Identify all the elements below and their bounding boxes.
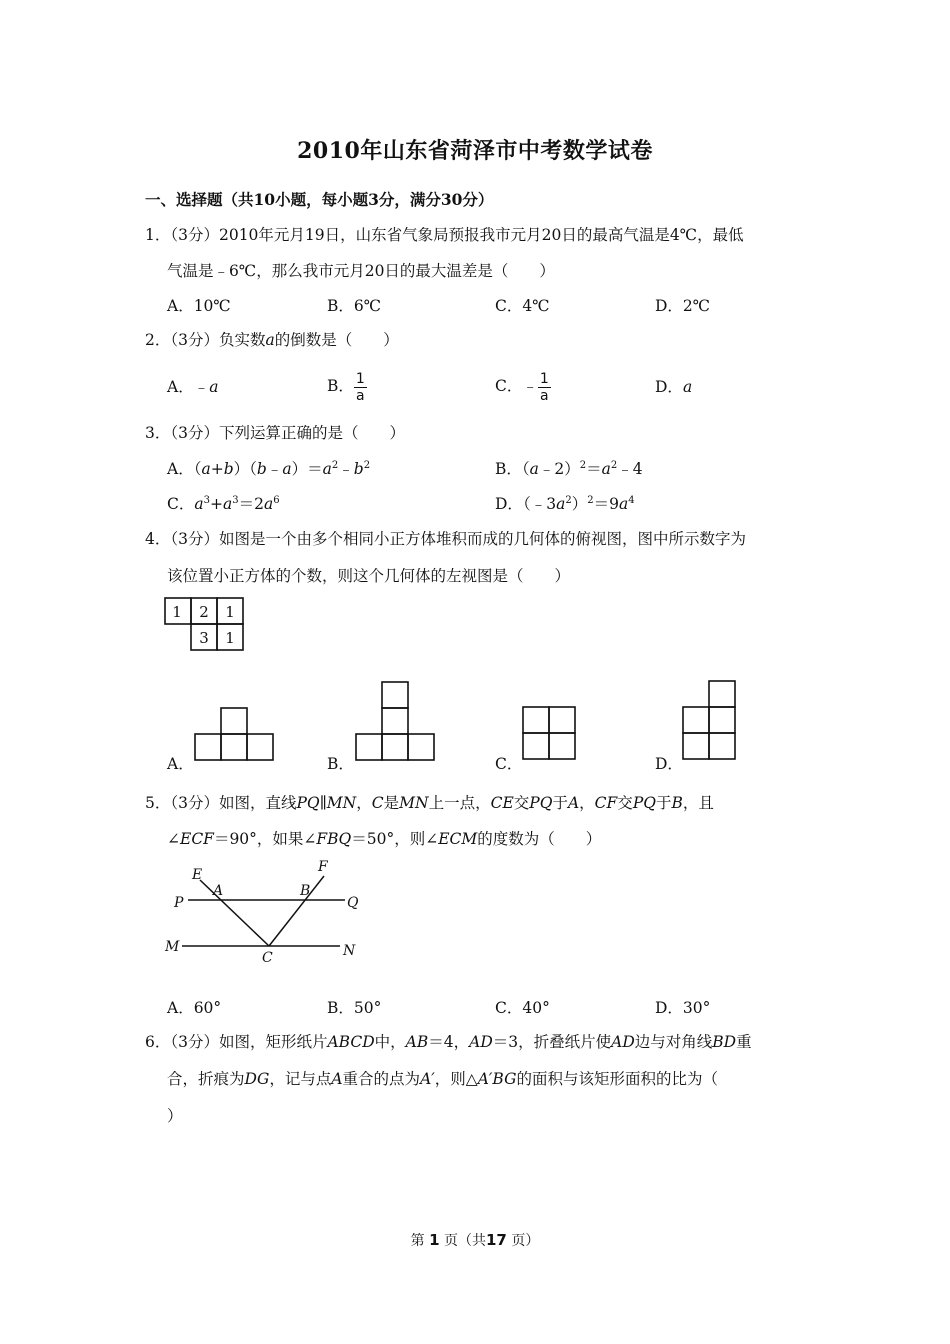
q1-option-a: A．10℃ — [167, 297, 231, 315]
q2-option-d: D．a — [655, 378, 693, 396]
page-footer: 第 1 页（共17 页） — [410, 1231, 540, 1249]
page-title: 2010年山东省菏泽市中考数学试卷 — [297, 138, 653, 164]
q5-option-c: C．40° — [495, 999, 550, 1017]
point-label: E — [192, 867, 203, 883]
line-ce — [200, 880, 269, 946]
top-view-grid — [164, 597, 246, 653]
q4-option-d-figure — [683, 681, 739, 763]
point-label: Q — [347, 895, 359, 911]
q6-line3: ） — [167, 1107, 183, 1125]
grid-number: 1 — [225, 629, 235, 647]
q5-line2: ∠ECF＝90°，如果∠FBQ＝50°，则∠ECM的度数为（ ） — [167, 830, 602, 848]
q4-line2: 该位置小正方体的个数，则这个几何体的左视图是（ ） — [167, 567, 571, 585]
q4-option-a-figure — [195, 707, 275, 763]
fraction-one-over-a: $\frac{1}{a}$ — [355, 370, 365, 404]
q4-option-b: B． — [327, 755, 354, 773]
point-label: N — [343, 943, 356, 959]
point-label: B — [300, 883, 311, 899]
q3-option-c: C．$a^3+a^3=2a^6$ — [167, 495, 280, 513]
q3-option-d: D．$(﹣3a^2)^2=9a^4$ — [495, 495, 635, 513]
q4-option-c: C． — [495, 755, 523, 773]
section-heading: 一、选择题（共10小题，每小题3分，满分30分） — [145, 190, 494, 209]
q5-option-b: B．50° — [327, 999, 382, 1017]
q6-line1: 6．（3分）如图，矩形纸片ABCD中，AB＝4，AD＝3，折叠纸片使AD边与对角线BD重 — [145, 1033, 752, 1051]
q4-option-a: A． — [167, 755, 194, 773]
point-label: A — [213, 883, 224, 899]
q5-line1: 5．（3分）如图，直线PQ∥MN，C是MN上一点，CE交PQ于A，CF交PQ于B，且 — [145, 794, 714, 812]
parallel-lines-figure — [160, 858, 370, 968]
q2-option-c: C．﹣ $\frac{1}{a}$ — [495, 370, 549, 404]
q1-option-b: B．6℃ — [327, 297, 382, 315]
q1-option-c: C．4℃ — [495, 297, 550, 315]
fraction-one-over-a: $\frac{1}{a}$ — [539, 370, 549, 404]
q5-option-d: D．30° — [655, 999, 711, 1017]
grid-number: 3 — [199, 629, 209, 647]
q2-stem: 2．（3分）负实数a的倒数是（ ） — [145, 331, 399, 349]
q3-stem: 3．（3分）下列运算正确的是（ ） — [145, 424, 405, 442]
q4-option-c-figure — [523, 707, 579, 763]
point-label: C — [262, 950, 273, 966]
q1-line2: 气温是﹣6℃，那么我市元月20日的最大温差是（ ） — [167, 262, 555, 280]
q4-line1: 4．（3分）如图是一个由多个相同小正方体堆积而成的几何体的俯视图，图中所示数字为 — [145, 530, 746, 548]
q4-option-d: D． — [655, 755, 683, 773]
q3-option-a: A．$(a+b)(b﹣a)=a^2﹣b^2$ — [167, 460, 371, 478]
q1-option-d: D．2℃ — [655, 297, 711, 315]
point-label: M — [165, 939, 180, 955]
q2-option-a: A．﹣a — [167, 378, 219, 396]
q1-line1: 1．（3分）2010年元月19日，山东省气象局预报我市元月20日的最高气温是4℃，最低 — [145, 226, 744, 244]
point-label: P — [174, 895, 184, 911]
q5-option-a: A．60° — [167, 999, 222, 1017]
point-label: F — [318, 859, 328, 875]
line-cf — [269, 876, 324, 946]
q4-option-b-figure — [356, 681, 438, 763]
q3-option-b: B．$(a﹣2)^2=a^2﹣4$ — [495, 460, 643, 478]
grid-number: 1 — [172, 603, 182, 621]
q2-option-b: B． $\frac{1}{a}$ — [327, 370, 365, 404]
q6-line2: 合，折痕为DG，记与点A重合的点为A′，则△A′BG的面积与该矩形面积的比为（ — [167, 1070, 718, 1088]
grid-number: 1 — [225, 603, 235, 621]
grid-number: 2 — [199, 603, 209, 621]
